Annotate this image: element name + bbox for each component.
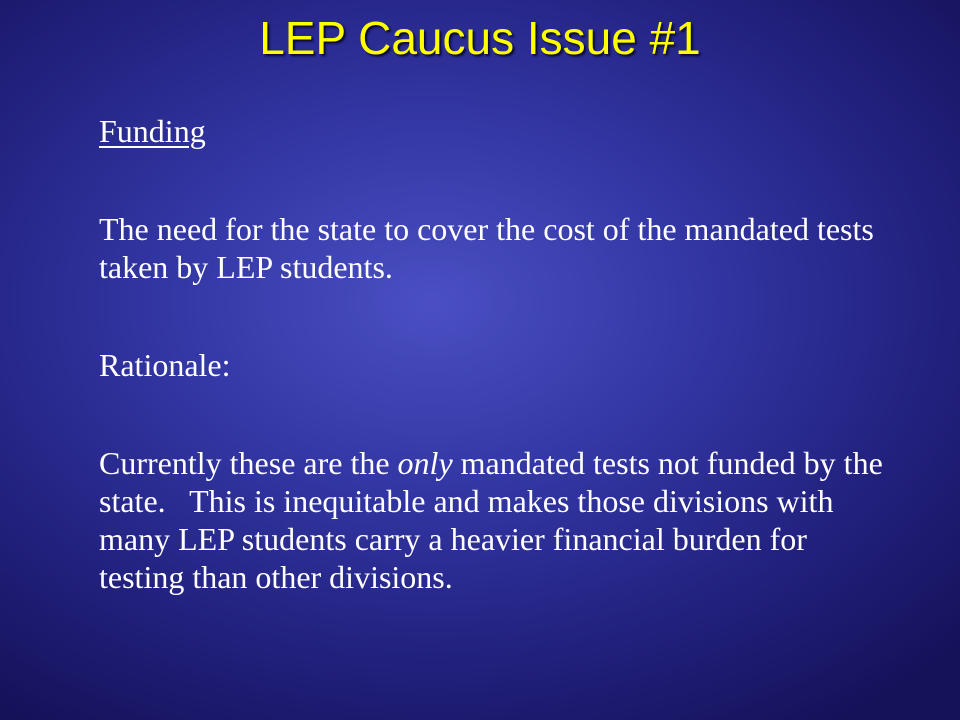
rationale-label: Rationale: [99,347,231,383]
section-heading: Funding [99,113,206,149]
need-statement: The need for the state to cover the cost of the mandated tests taken by LEP students. [99,211,874,285]
rationale-emphasis: only [397,445,453,481]
slide-title: LEP Caucus Issue #1 [259,12,701,64]
rationale-text-part2: mandated tests not funded by the state. This is inequitable and makes those divisions with many LEP students carry a heavier financial burden for testing than other divisions. [99,445,891,595]
rationale-text [99,444,899,596]
slide-body [99,112,899,596]
rationale-text-part1: Currently these are the [99,445,398,481]
